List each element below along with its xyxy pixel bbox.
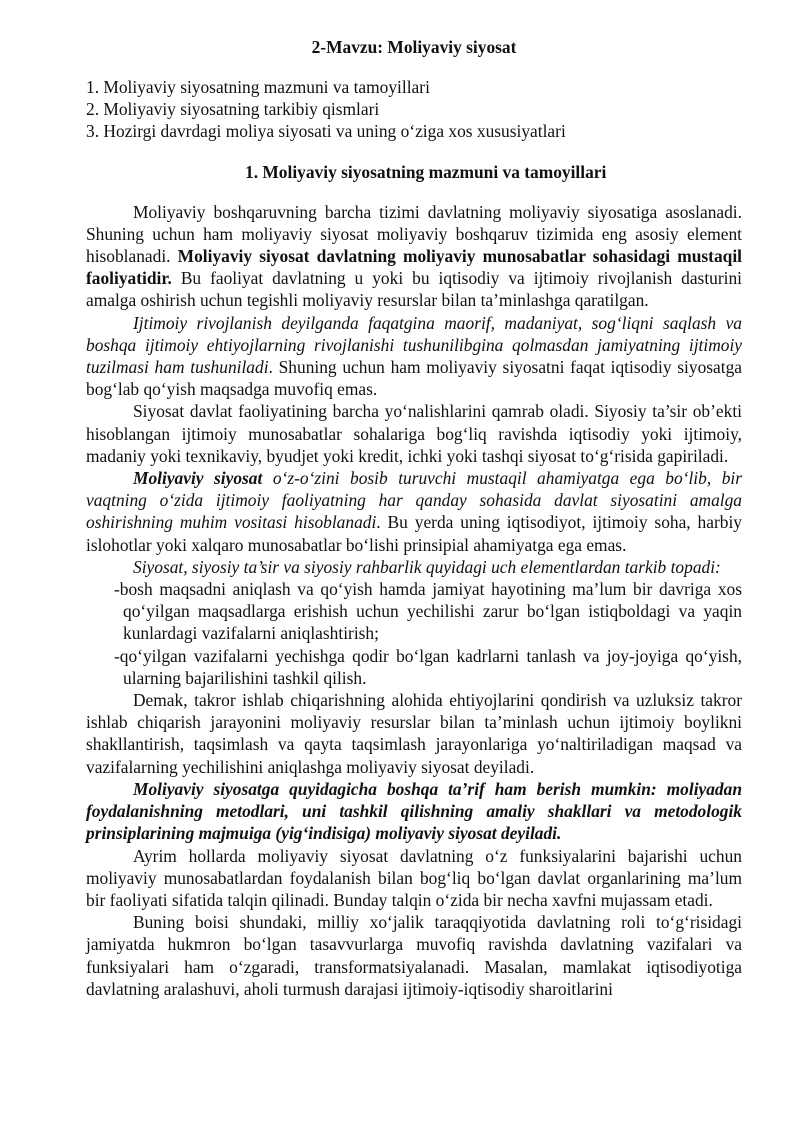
outline-item: 2. Moliyaviy siyosatning tarkibiy qismlari — [86, 99, 380, 120]
definition-bold: Moliyaviy siyosat davlatning moliyaviy munosabatlar sohasidagi mustaqil faoliyatidir. — [86, 246, 743, 289]
italic-text: Ijtimoiy rivojlanish deyilganda faqatgina maorif, madaniyat, sog‘liqni saqlash va boshqa ijtimoiy ehtiyojlarning rivojlanishi tushunilibgina qolmasdan jamiyatning ijtimoiy tuzilmasi ham tushuniladi — [86, 312, 742, 378]
paragraph-2 — [86, 312, 742, 401]
paragraph-text: Bu faoliyat davlatning u yoki bu iqtisodiy va ijtimoiy rivojlanish dasturini amalga oshirish uchun tegishli moliyaviy resurslar bilan ta’minlashga qaratilgan. — [86, 268, 742, 311]
paragraph-text: Moliyaviy boshqaruvning barcha tizimi davlatning moliyaviy siyosatiga asoslanadi. Shuning uchun ham moliyaviy siyosat moliyaviy boshqaruv tizimida eng asosiy element hisoblanadi. — [86, 201, 742, 267]
paragraph-1 — [86, 201, 742, 312]
paragraph-9: Buning boisi shundaki, milliy xo‘jalik taraqqiyotida davlatning roli to‘g‘risidagi jamiyatda hukmron bo‘lgan tasavvurlarga muvofiq ravishda davlatning vazifalari va funksiyalari ham o‘zgaradi, transformatsiyalanadi. Masalan, mamlakat iqtisodiyotiga davlatning aralashuvi, aholi turmush darajasi ijtimoiy-iqtisodiy sharoitlarini — [86, 912, 742, 999]
paragraph-text: . Shuning uchun ham moliyaviy siyosatni faqat iqtisodiy siyosatga bog‘lab qo‘yish maqsadga muvofiq emas. — [86, 357, 742, 400]
outline-item: 1. Moliyaviy siyosatning mazmuni va tamoyillari — [86, 77, 430, 97]
list-item: -qo‘yilgan vazifalarni yechishga qodir bo‘lgan kadrlarni tanlash va joy-joyiga qo‘yish, ularning bajarilishini tashkil qilish. — [114, 645, 742, 688]
paragraph-4 — [86, 467, 742, 556]
paragraph-8: Ayrim hollarda moliyaviy siyosat davlatning o‘z funksiyalarini bajarishi uchun moliyaviy munosabatlardan foydalanish bilan bog‘liq bo‘lgan davlat organlarining ma’lum bir faoliyati sifatida talqin qilinadi. Bunday talqin o‘zida bir necha xavfni mujassam etadi. — [86, 845, 742, 910]
paragraph-text: . Bu yerda uning iqtisodiyot, ijtimoiy soha, harbiy islohotlar yoki xalqaro munosabatlar bo‘lishi prinsipial ahamiyatga ega emas. — [86, 512, 742, 555]
page-title: 2-Mavzu: Moliyaviy siyosat — [311, 37, 517, 57]
bold-italic-term: Moliyaviy siyosat — [133, 468, 263, 489]
section-heading: 1. Moliyaviy siyosatning mazmuni va tamoyillari — [245, 161, 607, 182]
topic-outline — [86, 76, 742, 143]
paragraph-3: Siyosat davlat faoliyatining barcha yo‘nalishlarini qamrab oladi. Siyosiy ta’sir ob’ekti hisoblangan ijtimoiy munosabatlar sohalariga bog‘liq ravishda iqtisodiy yoki ijtimoiy, madaniy yoki texnikaviy, byudjet yoki kredit, ichki yoki tashqi siyosat to‘g‘risida gapiriladi. — [86, 401, 742, 466]
paragraph-5: Siyosat, siyosiy ta’sir va siyosiy rahbarlik quyidagi uch elementlardan tarkib topadi: — [133, 556, 721, 577]
paragraph-6: Demak, takror ishlab chiqarishning alohida ehtiyojlarini qondirish va uzluksiz takror ishlab chiqarish jarayonini moliyaviy resurslar bilan ta’minlash uchun ijtimoiy boylikni shakllantirish, taqsimlash va qayta taqsimlash jarayonlariga yo‘naltiriladigan maqsad va vazifalarning yechilishini aniqlashga moliyaviy siyosat deyiladi. — [86, 690, 742, 777]
element-list — [86, 578, 742, 689]
list-item: -bosh maqsadni aniqlash va qo‘yish hamda jamiyat hayotining ma’lum bir davriga xos qo‘yilgan maqsadlarga erishish uchun yechilishi zarur bo‘lgan istiqboldagi va yaqin kunlardagi vazifalarni aniqlashtirish; — [114, 579, 742, 644]
outline-item: 3. Hozirgi davrdagi moliya siyosati va uning o‘ziga xos xususiyatlari — [86, 121, 566, 142]
paragraph-7: Moliyaviy siyosatga quyidagicha boshqa ta’rif ham berish mumkin: moliyadan foydalanishning metodlari, uni tashkil qilishning amaliy shakllari va metodologik prinsiplarining majmuiga (yig‘indisiga) moliyaviy siyosat deyiladi. — [86, 778, 742, 844]
italic-text: o‘z-o‘zini bosib turuvchi mustaqil ahamiyatga ega bo‘lib, bir vaqtning o‘zida ijtimoiy faoliyatning har qanday sohasida davlat siyosatini amalga oshirishning muhim vositasi hisoblanadi — [86, 468, 742, 533]
